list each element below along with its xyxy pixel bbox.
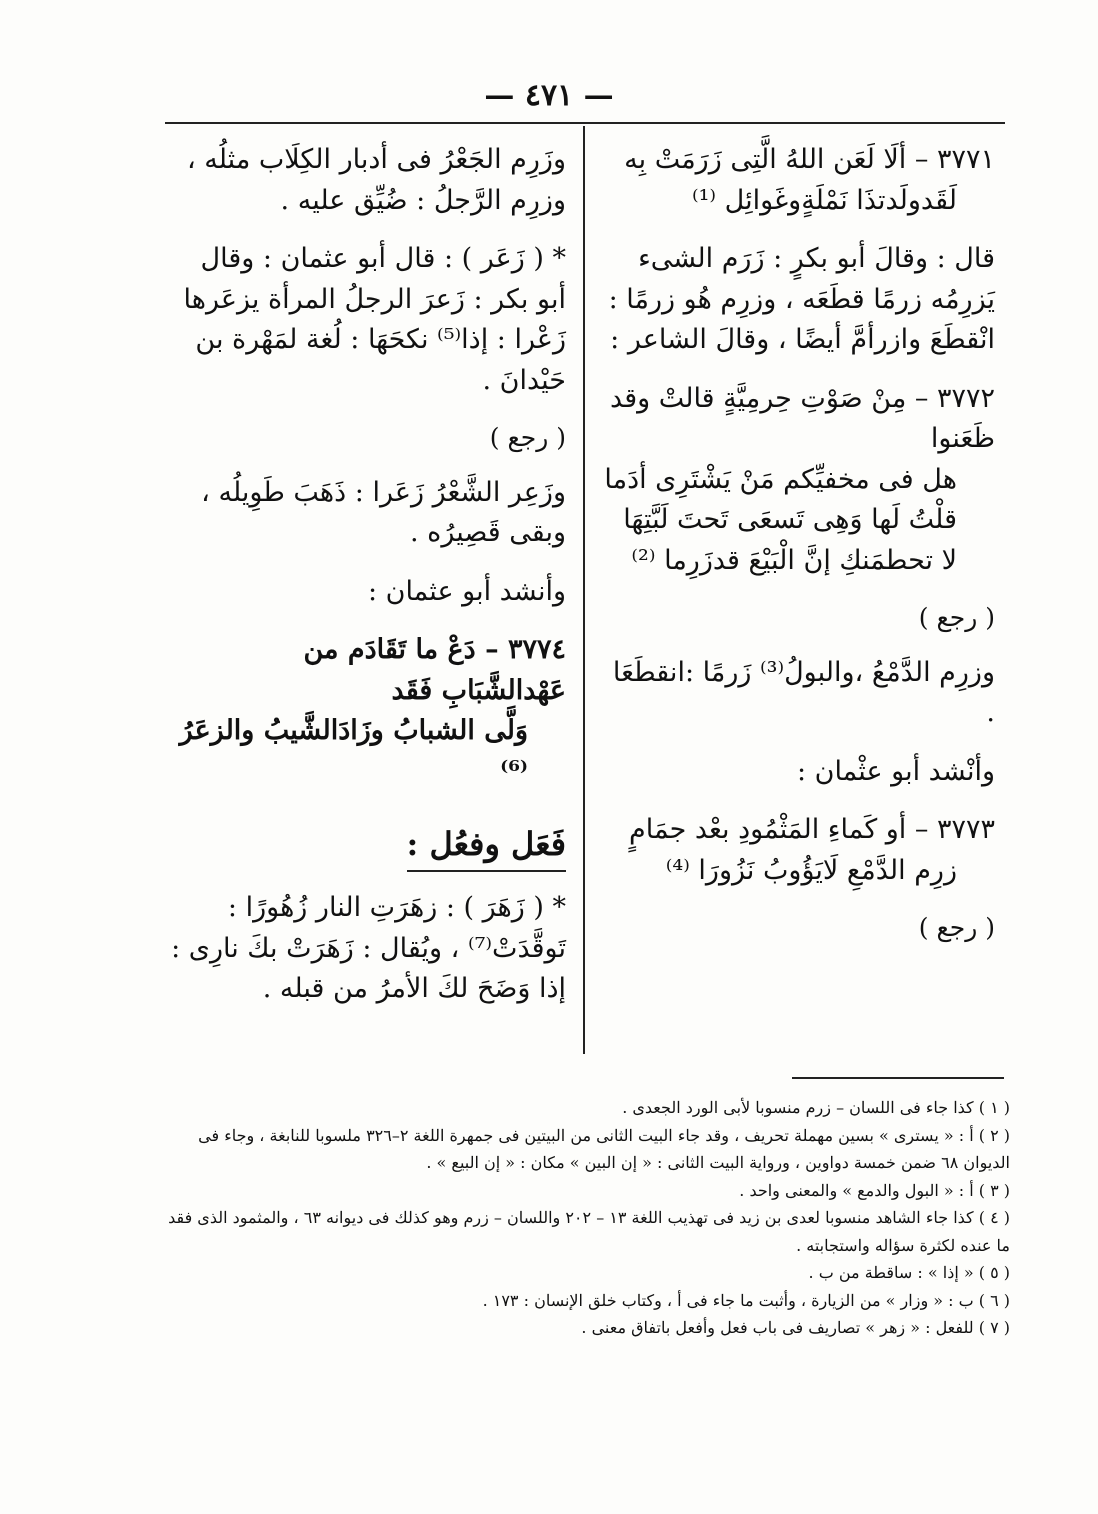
- footnote: ( ٦ ) ب : « وزار » من الزيارة ، وأثبت ما جاء فى أ ، وكتاب خلق الإنسان : ١٧٣ .: [482, 1290, 1010, 1310]
- verse-line: لا تحطمَنكِ إنَّ الْبَيْعَ قدزَرِما ⁽²⁾: [631, 544, 957, 576]
- verse-hemistich: ٣٧٧٣ – أو كَماءِ المَثْمُودِ بعْد جمَامٍ: [629, 814, 995, 845]
- footnote: ( ٥ ) « إذا » : ساقطة من ب .: [808, 1263, 1010, 1283]
- verse-3774: [170, 630, 566, 792]
- header-rule: [165, 122, 1005, 124]
- prose-paragraph: وأنشد أبو عثمان :: [367, 575, 566, 607]
- section-heading: فَعَل وفعُل :: [407, 820, 566, 872]
- verse-line: هل فى مخفيِّكم مَنْ يَشْتَرِى أدَما: [604, 463, 957, 495]
- page-number: — ٤٧١ —: [484, 78, 614, 113]
- footnote: ( ٣ ) أ : « البول والدمع » والمعنى واحد .: [739, 1180, 1010, 1200]
- return-marker: ( رجع ): [489, 423, 566, 452]
- right-column: [600, 140, 995, 963]
- entry-zahar: * ( زَهَرَ ) : زهَرَتِ النار زُهُورًا : تَوقَّدَتْ⁽⁷⁾ ، ويُقال : زَهَرَتْ بكَ نارِى : إذا وَضَحَ لكَ الأمرُ من قبله .: [171, 892, 566, 1004]
- column-divider: [583, 126, 585, 1054]
- prose-paragraph: وزَعِر الشَّعْرُ زَعَرا : ذَهَبَ طَوِيلُه ، وبقى قَصِيرُه .: [201, 476, 566, 548]
- verse-line: قلْتُ لَها وَهِى تَسعَى تَحتَ لَبَّتِهَا: [623, 504, 957, 535]
- verse-hemistich: وَلَّى الشبابُ وزَادَالشَّيبُ والزعَرُ ⁽⁶⁾: [179, 715, 528, 787]
- verse-hemistich: لَقَدولَدتذَا نَمْلَةٍوغَوائِل ⁽¹⁾: [691, 184, 957, 216]
- verse-hemistich: ٣٧٧٤ – دَعْ ما تَقَادَم من عَهْدالشَّبَابِ فَقَد: [303, 634, 566, 706]
- prose-paragraph: وزرِم الدَّمْعُ ،والبولُ⁽³⁾ زَرمًا :انقطَعَا .: [612, 656, 995, 728]
- footnote: ( ٤ ) كذا جاء الشاهد منسوبا لعدى بن زيد فى تهذيب اللغة ١٣ – ٢٠٢ واللسان – زرم وهو كذلك فى ديوانه ٦٣ ، والمثمود الذى فقد ما عنده لكثرة سؤاله واستجابته .: [168, 1208, 1010, 1255]
- entry-zaar: * ( زَعَر ) : قال أبو عثمان : وقال أبو بكر : زَعرَ الرجلُ المرأة يزعَرها زَعْرا : إذا⁽⁵⁾ نكحَهَا : لُغة لمَهْرة بن حَيْدانَ .: [183, 243, 566, 396]
- return-marker: ( رجع ): [918, 913, 995, 942]
- footnote: ( ٢ ) أ : « يسترى » بسين مهملة تحريف ، وقد جاء البيت الثانى من البيتين فى جمهرة اللغة ٢–٣٢٦ ملسوبا للنابغة ، وجاء فى الديوان ٦٨ ضمن خمسة دواوين ، ورواية البيت الثانى : « إن البين » مكان : « إن البيع » .: [198, 1125, 1010, 1173]
- verse-line: ٣٧٧٢ – مِنْ صَوْتِ حِرمِيَّةٍ قالتْ وقد ظَعَنوا: [610, 382, 995, 454]
- prose-paragraph: وزَرِم الجَعْرُ فى أدبار الكِلَاب مثلُه ، وزرِم الرَّجلُ : ضُيِّق عليه .: [186, 144, 566, 216]
- verse-hemistich: زرِم الدَّمْعِ لَايَؤُوبُ نَزُورَا ⁽⁴⁾: [665, 854, 957, 886]
- verse-3771: [600, 140, 995, 221]
- footnote: ( ٧ ) للفعل : « زهر » تصاريف فى باب فعل وأفعل باتفاق معنى .: [581, 1318, 1010, 1338]
- footnotes: [150, 1094, 1010, 1342]
- prose-paragraph: قال : وقالَ أبو بكرٍ : زَرَم الشىء يَزرِمُه زرمًا قطَعَه ، وزرِم هُو زرمًا : انْقطَعَ وازرأمَّ أيضًا ، وقالَ الشاعر :: [608, 243, 995, 355]
- footnote: ( ١ ) كذا جاء فى اللسان – زرم منسوبا لأبى الورد الجعدى .: [622, 1098, 1010, 1117]
- return-marker: ( رجع ): [918, 603, 995, 632]
- prose-paragraph: وأنْشد أبو عثْمان :: [796, 755, 995, 787]
- left-column: [170, 140, 566, 1028]
- verse-3772: [600, 379, 995, 582]
- footnote-rule: [792, 1077, 1004, 1079]
- verse-hemistich: ٣٧٧١ – ألَا لَعَن اللهُ الَّتِى زَرَمَتْ بِه: [624, 144, 995, 175]
- verse-3773: [600, 810, 995, 891]
